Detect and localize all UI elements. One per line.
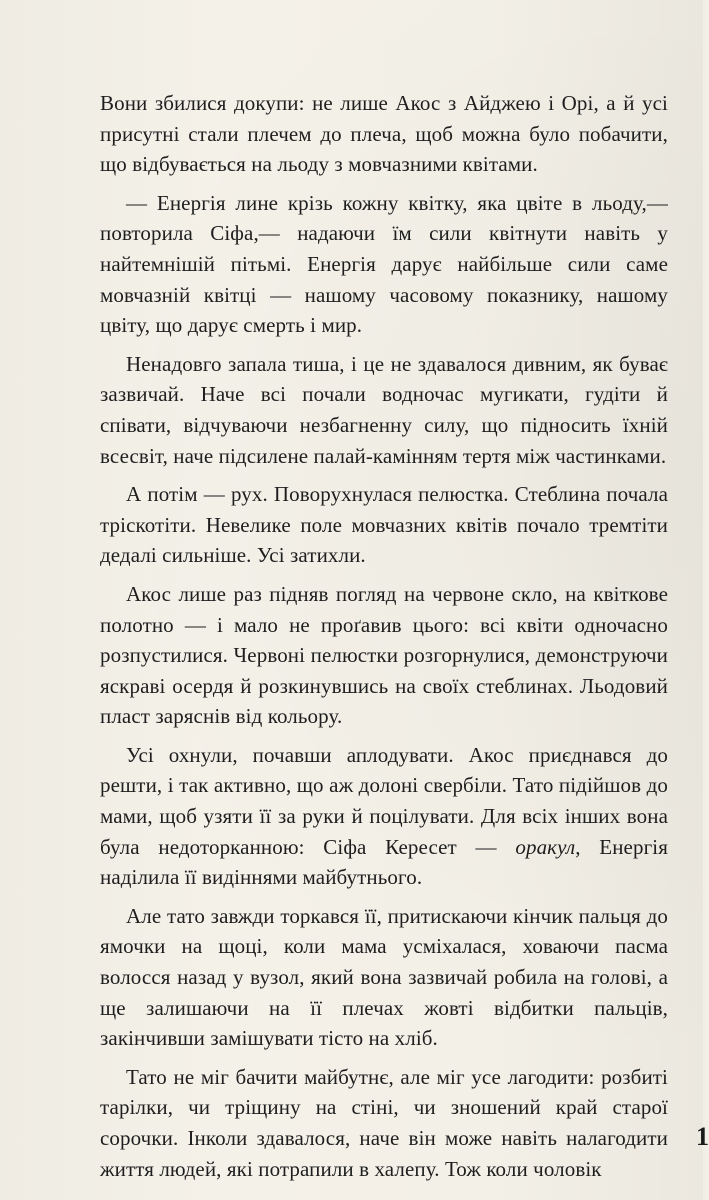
text-segment: Усі охнули, почавши аплодувати. Акос приєднався до решти, і так активно, що аж долоні свербіли. Тато підійшов до мами, щоб узяти її за руки й поцілувати. Для всіх інших вона була недоторканною: Сіфа Кересет — — [100, 742, 668, 859]
page-number: 1 — [696, 1122, 709, 1151]
paragraph-5 — [100, 579, 668, 732]
text-segment: — Енергія лине крізь кожну квітку, яка цвіте в льоду,— повторила Сіфа,— надаючи їм сили квітнути навіть у найтемнішій пітьмі. Енергія дарує найбільше сили саме мовчазній квітці — нашому часовому показнику, нашому цвіту, що дарує смерть і мир. — [100, 190, 668, 338]
text-segment: , Енергія наділила її видіннями майбутнього. — [100, 834, 668, 890]
body-text — [100, 88, 668, 1184]
text-segment: Ненадовго запала тиша, і це не здавалося дивним, як буває зазвичай. Наче всі почали водночас мугикати, гудіти й співати, відчуваючи незбагненну силу, що підносить їхній всесвіт, наче підсилене палай-камінням тертя між частинками. — [100, 351, 668, 468]
paragraph-3 — [100, 349, 668, 471]
italic-text: оракул — [515, 834, 576, 859]
text-segment: Акос лише раз підняв погляд на червоне скло, на квіткове полотно — і мало не проґавив цього: всі квіти одночасно розпустилися. Червоні пелюстки розгорнулися, демонструючи яскраві осердя й розкинувшись на своїх стеблинах. Льодовий пласт заряснів від кольору. — [100, 581, 668, 729]
paragraph-6 — [100, 740, 668, 893]
text-segment: Тато не міг бачити майбутнє, але міг усе лагодити: розбиті тарілки, чи тріщину на стіні, чи зношений край старої сорочки. Інколи здавалося, наче він може навіть налагодити життя людей, які потрапили в халепу. Тож коли чоловік — [100, 1064, 668, 1181]
text-segment: Вони збилися докупи: не лише Акос з Айджею і Орі, а й усі присутні стали плечем до плеча, щоб можна було побачити, що відбувається на льоду з мовчазними квітами. — [100, 91, 668, 177]
paragraph-1 — [100, 88, 668, 180]
paragraph-7 — [100, 901, 668, 1054]
paragraph-8 — [100, 1062, 668, 1184]
paragraph-4 — [100, 479, 668, 571]
paragraph-2 — [100, 188, 668, 341]
text-segment: А потім — рух. Поворухнулася пелюстка. Стеблина почала тріскотіти. Невелике поле мовчазних квітів почало тремтіти дедалі сильніше. Усі затихли. — [100, 482, 668, 568]
text-segment: Але тато завжди торкався її, притискаючи кінчик пальця до ямочки на щоці, коли мама усміхалася, ховаючи пасма волосся назад у вузол, який вона зазвичай робила на голові, а ще залишаючи на її плечах жовті відбитки пальців, закінчивши замішувати тісто на хліб. — [100, 903, 668, 1051]
